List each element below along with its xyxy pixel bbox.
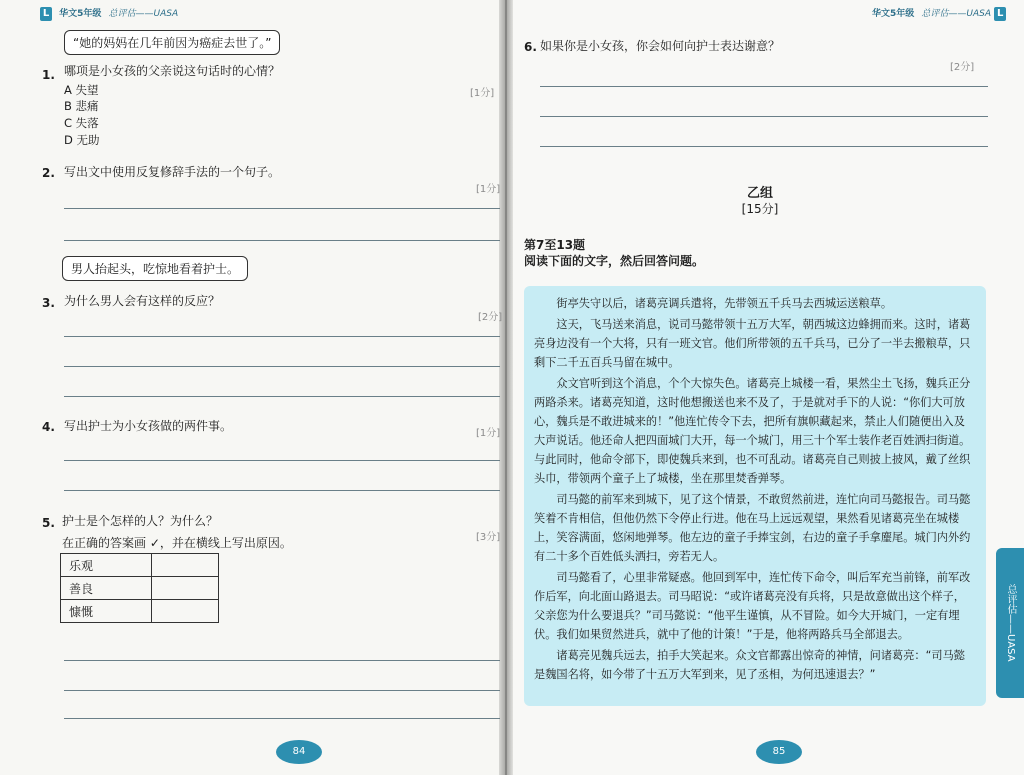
section-score: [15分]: [741, 202, 779, 216]
book-spine: [499, 0, 513, 775]
q6-answer-line[interactable]: [540, 116, 988, 117]
q5-answer-line[interactable]: [64, 718, 500, 719]
q3-number: 3.: [42, 296, 55, 310]
q5-answer-line[interactable]: [64, 660, 500, 661]
q6-mark: [2分]: [950, 62, 975, 73]
side-tab: 总评估——UASA: [996, 548, 1024, 698]
page-number-84: 84: [276, 740, 322, 764]
book-logo-icon: L: [40, 7, 52, 21]
q6-answer-line[interactable]: [540, 146, 988, 147]
book-logo-icon: L: [994, 7, 1006, 21]
q1-option-b[interactable]: B 悲痛: [64, 99, 99, 113]
q3-text: 为什么男人会有这样的反应？: [64, 294, 221, 308]
passage-paragraph: 街亭失守以后，诸葛亮调兵遣将，先带领五千兵马去西城运送粮草。: [556, 297, 893, 310]
reading-passage: [524, 286, 986, 706]
section-title: 乙组: [746, 186, 773, 201]
q2-answer-line[interactable]: [64, 240, 500, 241]
quote-box-1: “她的妈妈在几年前因为癌症去世了。”: [64, 30, 280, 55]
q5-tick-box[interactable]: [152, 554, 219, 577]
q5-text: 护士是个怎样的人？为什么？: [62, 514, 219, 528]
q5-tick-box[interactable]: [152, 600, 219, 623]
q5-number: 5.: [42, 516, 55, 530]
grade-label: 华文5年级: [59, 9, 102, 19]
q2-mark: [1分]: [476, 184, 501, 195]
q2-number: 2.: [42, 166, 55, 180]
passage-paragraph: 诸葛亮见魏兵远去，拍手大笑起来。众文官都露出惊奇的神情，问诸葛亮：“司马懿是魏国名将，如今带了十五万大军到来，见了丞相，为何迅速退去？”: [534, 649, 965, 681]
passage-paragraph: 众文官听到这个消息，个个大惊失色。诸葛亮上城楼一看，果然尘土飞扬，魏兵正分两路杀来。诸葛亮知道，这时他想搬送也来不及了，于是就对手下的人说：“你们大可放心，魏兵是不敢进城来的！”他连忙传令下去，把所有旗帜藏起来，禁止人们随便出入及大声说话。他还命人把四面城门大开，每一个城门，用三十个军士装作老百姓洒扫街道。与此同时，他命令部下，即使魏兵来到，也不可乱动。诸葛亮自己则披上披风，戴了丝织头巾，带领两个童子上了城楼，坐在那里焚香弹琴。: [534, 377, 971, 485]
q3-mark: [2分]: [478, 312, 503, 323]
quote-box-2: 男人抬起头，吃惊地看着护士。: [62, 256, 248, 281]
q5-option-label: 乐观: [61, 554, 152, 577]
q2-answer-line[interactable]: [64, 208, 500, 209]
q4-number: 4.: [42, 420, 55, 434]
q6-number: 6.: [524, 40, 537, 54]
q2-text: 写出文中使用反复修辞手法的一个句子。: [64, 165, 281, 179]
q1-text: 哪项是小女孩的父亲说这句话时的心情？: [64, 64, 281, 78]
q5-options-table: [60, 553, 219, 623]
q6-answer-line[interactable]: [540, 86, 988, 87]
q3-answer-line[interactable]: [64, 366, 500, 367]
right-header: [872, 6, 1010, 21]
q4-text: 写出护士为小女孩做的两件事。: [64, 419, 233, 433]
q5-mark: [3分]: [476, 532, 501, 543]
q4-answer-line[interactable]: [64, 460, 500, 461]
series-label: 总评估——UASA: [921, 9, 992, 19]
q4-mark: [1分]: [476, 428, 501, 439]
passage-paragraph: 司马懿的前军来到城下，见了这个情景，不敢贸然前进，连忙向司马懿报告。司马懿笑着不肯相信，但他仍然下令停止行进。他在马上远远观望，果然看见诸葛亮坐在城楼上，笑容满面，悠闲地弹琴。他左边的童子手捧宝剑，右边的童子手拿麈尾。城门内外约有二十多个百姓低头洒扫，旁若无人。: [534, 493, 971, 563]
passage-paragraph: 司马懿看了，心里非常疑惑。他回到军中，连忙传下命令，叫后军充当前锋，前军改作后军，向北面山路退去。司马昭说：“或许诸葛亮没有兵将，只是故意做出这个样子，父亲您为什么要退兵？”司马懿说：“他平生谨慎，从不冒险。如今大开城门，一定有埋伏。我们如果贸然进兵，就中了他的计策！”于是，他将两路兵马全部退去。: [534, 571, 971, 641]
q1-number: 1.: [42, 68, 55, 82]
q1-option-d[interactable]: D 无助: [64, 133, 100, 147]
series-label: 总评估——UASA: [108, 9, 179, 19]
q5-instruction: 在正确的答案画 ✓，并在横线上写出原因。: [62, 536, 292, 550]
instruction-text: 阅读下面的文字，然后回答问题。: [524, 254, 705, 268]
page-number-85: 85: [756, 740, 802, 764]
passage-paragraph: 这天，飞马送来消息，说司马懿带领十五万大军，朝西城这边蜂拥而来。这时，诸葛亮身边没有一个大将，只有一班文官。他们所带领的五千兵马，已分了一半去搬粮草，只剩下二千五百兵马留在城中。: [534, 318, 971, 369]
q5-option-label: 善良: [61, 577, 152, 600]
q5-option-label: 慷慨: [61, 600, 152, 623]
left-header: [40, 6, 178, 21]
instruction-range: 第7至13题: [524, 238, 586, 252]
q4-answer-line[interactable]: [64, 490, 500, 491]
q3-answer-line[interactable]: [64, 336, 500, 337]
q1-option-c[interactable]: C 失落: [64, 116, 99, 130]
q6-text: 如果你是小女孩，你会如何向护士表达谢意？: [540, 39, 781, 53]
q1-mark: [1分]: [470, 88, 495, 99]
q1-option-a[interactable]: A 失望: [64, 83, 99, 97]
q3-answer-line[interactable]: [64, 396, 500, 397]
q5-answer-line[interactable]: [64, 690, 500, 691]
q5-tick-box[interactable]: [152, 577, 219, 600]
grade-label: 华文5年级: [872, 9, 915, 19]
